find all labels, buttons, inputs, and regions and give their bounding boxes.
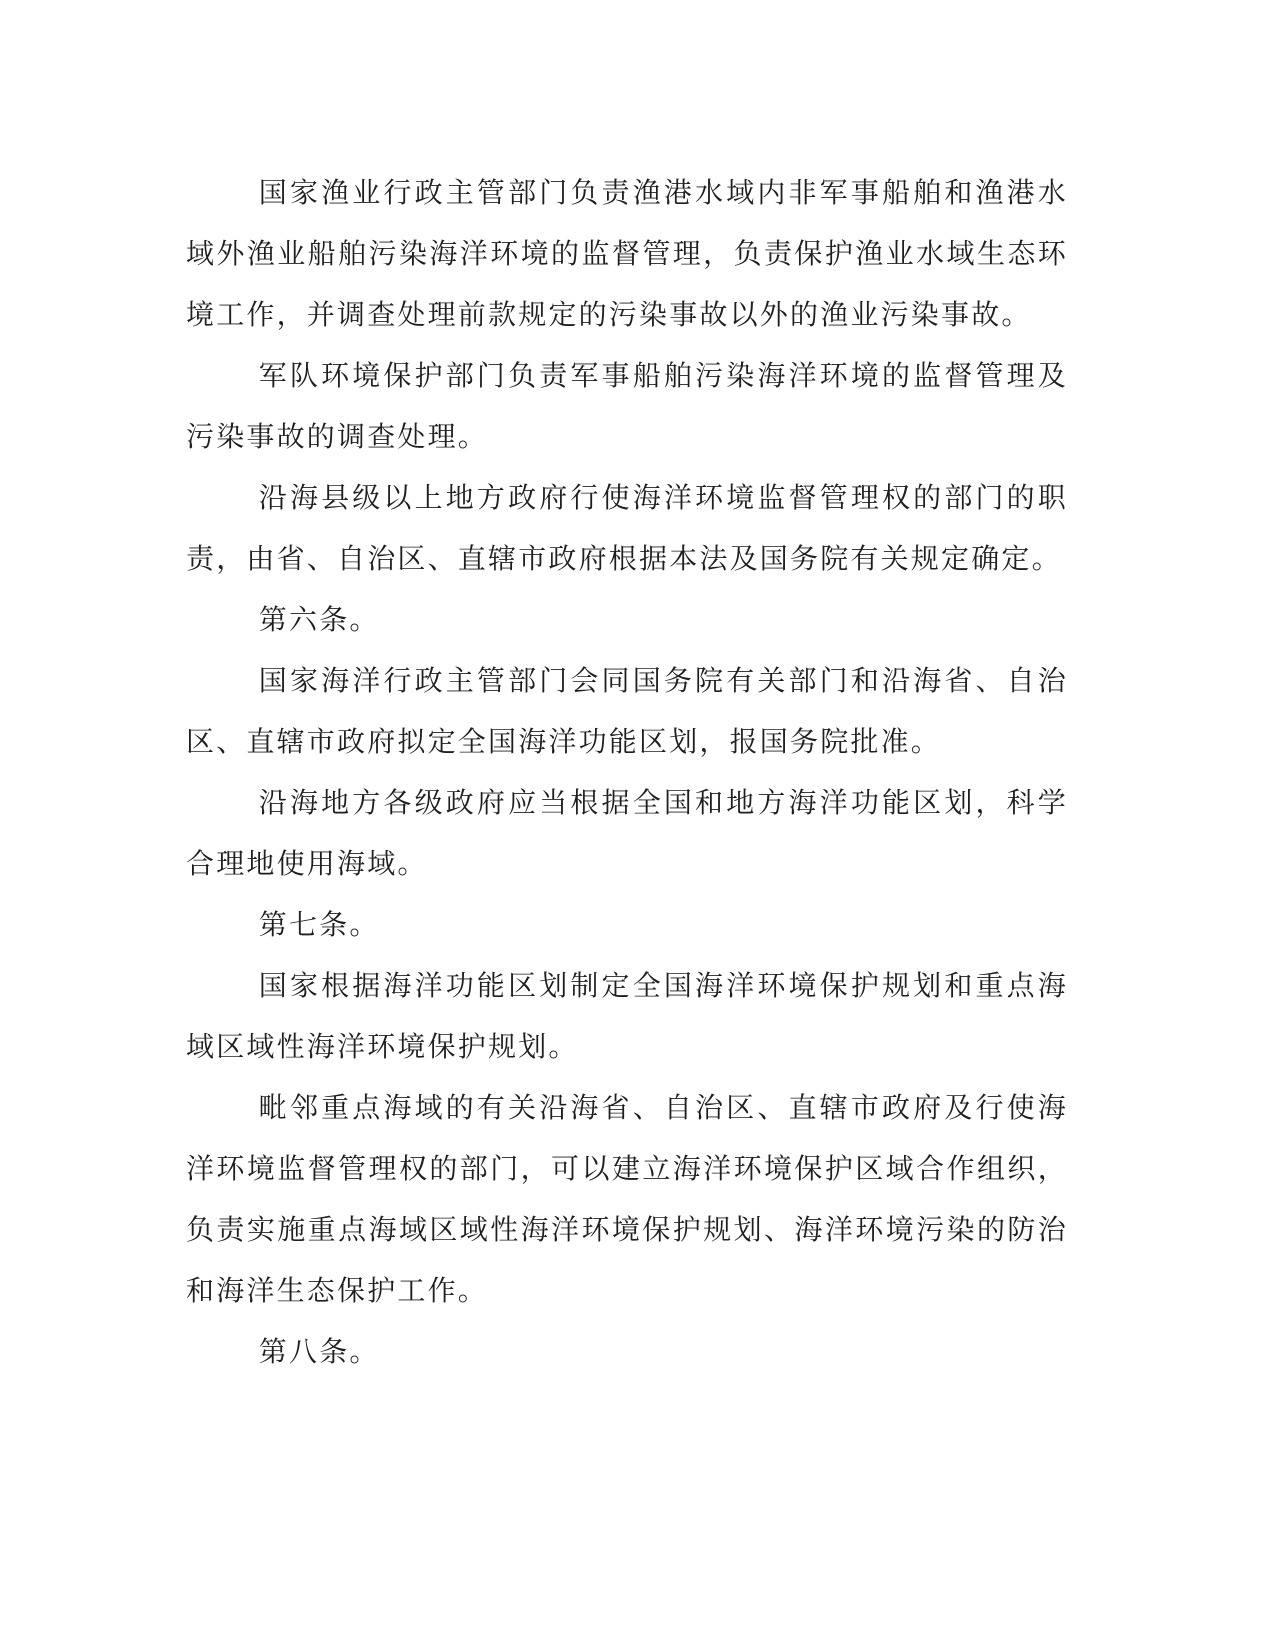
article-heading-8: 第八条。	[258, 1335, 380, 1368]
paragraph-regional-cooperation: 毗邻重点海域的有关沿海省、自治区、直辖市政府及行使海洋环境监督管理权的部门，可以建立海洋环境保护区域合作组织，负责实施重点海域区域性海洋环境保护规划、海洋环境污染的防治和海洋生态保护工作。	[186, 1091, 1068, 1307]
paragraph-fishery-authority: 国家渔业行政主管部门负责渔港水域内非军事船舶和渔港水域外渔业船舶污染海洋环境的监督管理，负责保护渔业水域生态环境工作，并调查处理前款规定的污染事故以外的渔业污染事故。	[186, 176, 1068, 331]
paragraph-protection-planning: 国家根据海洋功能区划制定全国海洋环境保护规划和重点海域区域性海洋环境保护规划。	[186, 969, 1068, 1063]
article-heading-7: 第七条。	[258, 908, 380, 941]
paragraph-national-zoning: 国家海洋行政主管部门会同国务院有关部门和沿海省、自治区、直辖市政府拟定全国海洋功能区划，报国务院批准。	[186, 664, 1068, 758]
paragraph-local-zoning: 沿海地方各级政府应当根据全国和地方海洋功能区划，科学合理地使用海域。	[186, 786, 1068, 880]
paragraph-military-authority: 军队环境保护部门负责军事船舶污染海洋环境的监督管理及污染事故的调查处理。	[186, 359, 1068, 453]
document-body	[186, 162, 1068, 1382]
paragraph-local-government-duties: 沿海县级以上地方政府行使海洋环境监督管理权的部门的职责，由省、自治区、直辖市政府根据本法及国务院有关规定确定。	[186, 481, 1068, 575]
article-heading-6: 第六条。	[258, 603, 380, 636]
